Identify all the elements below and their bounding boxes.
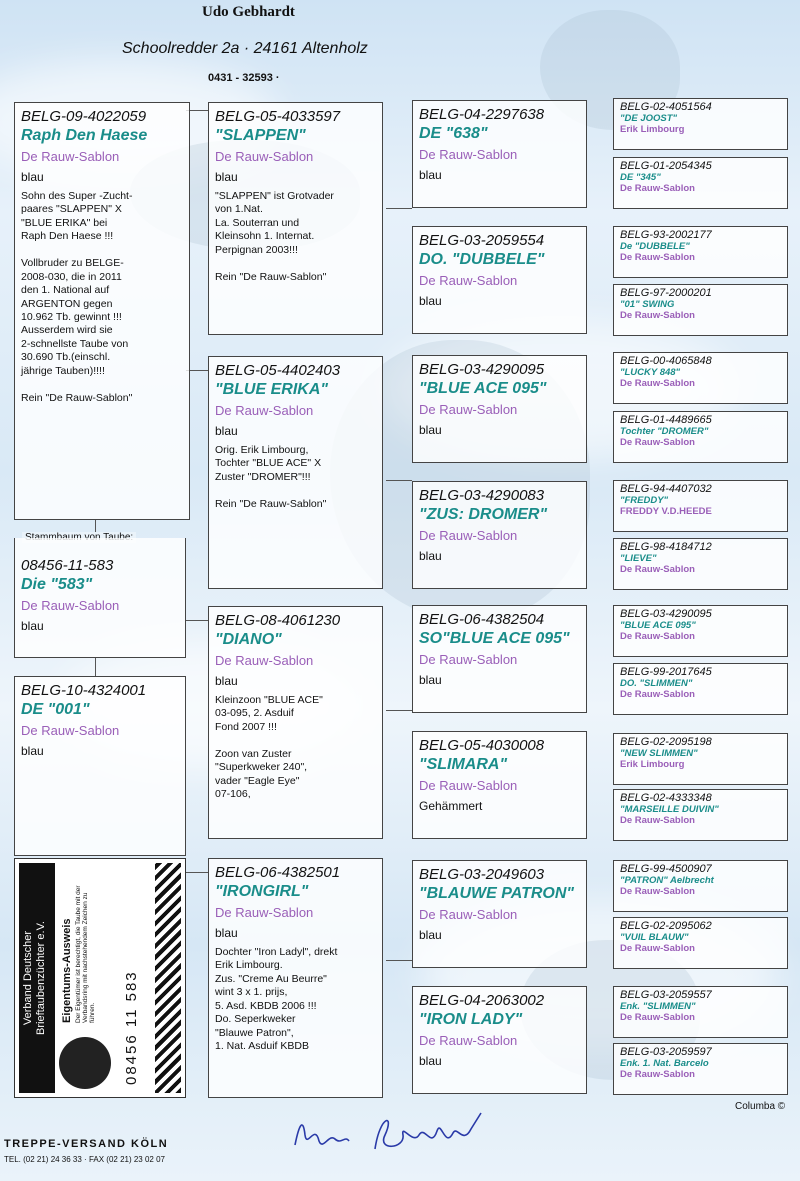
ancestor-card [613,733,788,785]
pigeon-name: DE "638" [419,125,488,142]
breeder: De Rauw-Sablon [620,1012,695,1023]
breeder: De Rauw-Sablon [419,907,518,922]
great-grandparent-card [412,860,587,968]
pigeon-name: "SLIMARA" [419,756,508,773]
pigeon-name: "PATRON" Aelbrecht [620,875,714,886]
grandfather-paternal-card [208,102,383,335]
ring-number: BELG-05-4402403 [215,362,341,379]
pigeon-name: "SLAPPEN" [215,127,306,144]
ring-number: BELG-02-2095062 [620,920,712,932]
pigeon-name: "IRONGIRL" [215,883,309,900]
pigeon-name: "LUCKY 848" [620,367,681,378]
pigeon-name: "VUIL BLAUW" [620,932,689,943]
breeder: Erik Limbourg [620,759,685,770]
breeder: De Rauw-Sablon [21,598,120,613]
breeder: De Rauw-Sablon [215,403,314,418]
breeder: De Rauw-Sablon [620,689,695,700]
ring-number: BELG-94-4407032 [620,483,712,495]
plumage-color: blau [419,549,442,563]
copyright-note: Columba © [735,1101,786,1112]
pigeon-name: "ZUS: DROMER" [419,506,548,523]
pigeon-name: "MARSEILLE DUIVIN" [620,804,719,815]
ring-number: BELG-04-2297638 [419,106,545,123]
breeder: De Rauw-Sablon [620,378,695,389]
plumage-color: blau [419,423,442,437]
breeder: De Rauw-Sablon [419,273,518,288]
breeder: De Rauw-Sablon [21,149,120,164]
plumage-color: blau [21,744,44,758]
great-grandparent-card [412,605,587,713]
ring-number: BELG-02-2095198 [620,736,712,748]
ancestor-card [613,284,788,336]
ring-number: BELG-93-2002177 [620,229,712,241]
breeder: De Rauw-Sablon [419,778,518,793]
handwritten-signature [285,1105,505,1160]
breeder: De Rauw-Sablon [419,1033,518,1048]
plumage-color: blau [215,170,238,184]
breeder: De Rauw-Sablon [620,886,695,897]
breeder: De Rauw-Sablon [215,905,314,920]
ring-number: BELG-03-4290095 [419,361,545,378]
owner-phone: 0431 - 32593 · [208,72,280,84]
connector-line [386,480,412,481]
breeder: De Rauw-Sablon [620,815,695,826]
ancestor-card [613,663,788,715]
ring-number: BELG-03-2059554 [419,232,545,249]
breeder: FREDDY V.D.HEEDE [620,506,712,517]
ancestor-card [613,538,788,590]
connector-line [386,960,412,961]
ancestor-card [613,860,788,912]
ancestor-card [613,605,788,657]
breeder: De Rauw-Sablon [620,943,695,954]
ring-number: BELG-10-4324001 [21,682,147,699]
breeder: De Rauw-Sablon [620,1069,695,1080]
ownership-certificate [14,858,186,1098]
breeder: De Rauw-Sablon [215,653,314,668]
breeder: De Rauw-Sablon [419,528,518,543]
grandfather-maternal-card [208,606,383,839]
pigeon-name: "NEW SLIMMEN" [620,748,698,759]
pigeon-name: "BLUE ACE 095" [419,380,547,397]
plumage-color: blau [215,926,238,940]
certificate-title: Eigentums-Ausweis [61,918,73,1023]
breeder: De Rauw-Sablon [419,652,518,667]
pigeon-name: "FREDDY" [620,495,669,506]
pigeon-name: Tochter "DROMER" [620,426,709,437]
breeder: Erik Limbourg [620,124,685,135]
plumage-color: blau [419,1054,442,1068]
breeder: De Rauw-Sablon [419,147,518,162]
ancestor-card [613,411,788,463]
ancestor-card [613,352,788,404]
ring-number: BELG-05-4033597 [215,108,341,125]
ring-number: BELG-06-4382501 [215,864,341,881]
ring-number: 08456-11-583 [21,557,114,574]
ring-number: BELG-97-2000201 [620,287,712,299]
ancestor-card [613,480,788,532]
ancestor-card [613,789,788,841]
main-pigeon-card [14,538,186,658]
breeder: De Rauw-Sablon [620,564,695,575]
grandmother-maternal-card [208,858,383,1098]
connector-line [386,710,412,711]
decorative-pattern [155,863,181,1093]
pigeon-name: Enk. 1. Nat. Barcelo [620,1058,709,1069]
ring-number: BELG-03-4290083 [419,487,545,504]
breeder: De Rauw-Sablon [620,252,695,263]
breeder: De Rauw-Sablon [21,723,120,738]
pigeon-name: "DE JOOST" [620,113,678,124]
certificate-subtitle: Der Eigentümer ist berechtigt, die Taube mit der Verbandsring mit nachstehendem Zeichen zu führen. [75,885,96,1023]
great-grandparent-card [412,986,587,1094]
pigeon-name: Die "583" [21,576,93,593]
great-grandparent-card [412,731,587,839]
great-grandparent-card [412,355,587,463]
printer-contact: TEL. (02 21) 24 36 33 · FAX (02 21) 23 02 07 [4,1155,165,1164]
printer-name: TREPPE-VERSAND KÖLN [4,1138,169,1150]
pigeon-name: "DIANO" [215,631,282,648]
plumage-color: blau [215,424,238,438]
pigeon-name: De "DUBBELE" [620,241,690,252]
grandmother-paternal-card [208,356,383,589]
ring-number: BELG-05-4030008 [419,737,545,754]
pedigree-note: Orig. Erik Limbourg, Tochter "BLUE ACE" X Zuster "DROMER"!!! Rein "De Rauw-Sablon" [215,444,327,510]
association-emblem [59,1037,111,1089]
plumage-color: blau [419,294,442,308]
great-grandparent-card [412,100,587,208]
plumage-color: blau [419,928,442,942]
ancestor-card [613,986,788,1038]
owner-name: Udo Gebhardt [202,4,295,20]
pedigree-note: Kleinzoon "BLUE ACE" 03-095, 2. Asduif Fond 2007 !!! Zoon van Zuster "Superkweker 240", vader "Eagle Eye" 07-106, [215,694,323,801]
pigeon-name: DO. "DUBBELE" [419,251,545,268]
ring-number: BELG-03-2049603 [419,866,545,883]
connector-line [95,658,96,676]
pigeon-name: DE "345" [620,172,661,183]
pigeon-name: "BLUE ERIKA" [215,381,328,398]
breeder: De Rauw-Sablon [215,149,314,164]
ring-number: BELG-00-4065848 [620,355,712,367]
pedigree-note: "SLAPPEN" ist Grotvader von 1.Nat. La. Souterran und Kleinsohn 1. Internat. Perpignan 2003!!! Rein "De Rauw-Sablon" [215,190,334,283]
mother-card [14,676,186,856]
ancestor-card [613,157,788,209]
pigeon-name: "01" SWING [620,299,675,310]
connector-line [186,620,208,621]
ring-number: BELG-03-2059557 [620,989,712,1001]
pigeon-name: "BLUE ACE 095" [620,620,696,631]
pigeon-name: DE "001" [21,701,90,718]
plumage-color: blau [419,168,442,182]
pigeon-name: "BLAUWE PATRON" [419,885,575,902]
breeder: De Rauw-Sablon [620,183,695,194]
pigeon-name: "LIEVE" [620,553,657,564]
ring-number: BELG-01-4489665 [620,414,712,426]
pigeon-name: Raph Den Haese [21,127,148,144]
pigeon-name: DO. "SLIMMEN" [620,678,693,689]
connector-line [186,872,208,873]
association-name: Verband Deutscher Brieftaubenzüchter e.V. [19,863,55,1093]
breeder: De Rauw-Sablon [419,402,518,417]
ring-number: BELG-02-4333348 [620,792,712,804]
plumage-color: blau [21,619,44,633]
pigeon-name: "IRON LADY" [419,1011,523,1028]
pedigree-note: Dochter "Iron Ladyl", drekt Erik Limbourg. Zus. "Creme Au Beurre" wint 3 x 1. prijs, 5. Asd. KBDB 2006 !!! Do. Seperkweker "Blauwe Patron", 1. Nat. Asduif KBDB [215,946,338,1053]
ring-number: BELG-02-4051564 [620,101,712,113]
owner-address: Schoolredder 2a · 24161 Altenholz [122,40,368,57]
ancestor-card [613,917,788,969]
certificate-number: 08456 11 583 [123,970,140,1085]
breeder: De Rauw-Sablon [620,631,695,642]
pedigree-note: Sohn des Super -Zucht- paares "SLAPPEN" X "BLUE ERIKA" bei Raph Den Haese !!! Vollbruder zu BELGE- 2008-030, die in 2011 den 1. National auf ARGENTON gegen 10.962 Tb. gewinnt !!! Ausserdem wird sie 2-schnellste Taube von 30.690 Tb.(einschl. jährige Tauben)!!!! Rein "De Rauw-Sablon" [21,190,133,404]
ancestor-card [613,226,788,278]
great-grandparent-card [412,226,587,334]
ancestor-card [613,98,788,150]
ring-number: BELG-03-4290095 [620,608,712,620]
plumage-color: blau [419,673,442,687]
ring-number: BELG-01-2054345 [620,160,712,172]
breeder: De Rauw-Sablon [620,437,695,448]
ring-number: BELG-08-4061230 [215,612,341,629]
ancestor-card [613,1043,788,1095]
plumage-color: blau [21,170,44,184]
ring-number: BELG-09-4022059 [21,108,147,125]
connector-line [386,208,412,209]
great-grandparent-card [412,481,587,589]
ring-number: BELG-99-2017645 [620,666,712,678]
father-card [14,102,190,520]
breeder: De Rauw-Sablon [620,310,695,321]
plumage-color: Gehämmert [419,799,483,813]
ring-number: BELG-06-4382504 [419,611,545,628]
ring-number: BELG-99-4500907 [620,863,712,875]
pigeon-name: Enk. "SLIMMEN" [620,1001,696,1012]
ring-number: BELG-98-4184712 [620,541,712,553]
ring-number: BELG-04-2063002 [419,992,545,1009]
ring-number: BELG-03-2059597 [620,1046,712,1058]
plumage-color: blau [215,674,238,688]
pigeon-name: SO"BLUE ACE 095" [419,630,570,647]
